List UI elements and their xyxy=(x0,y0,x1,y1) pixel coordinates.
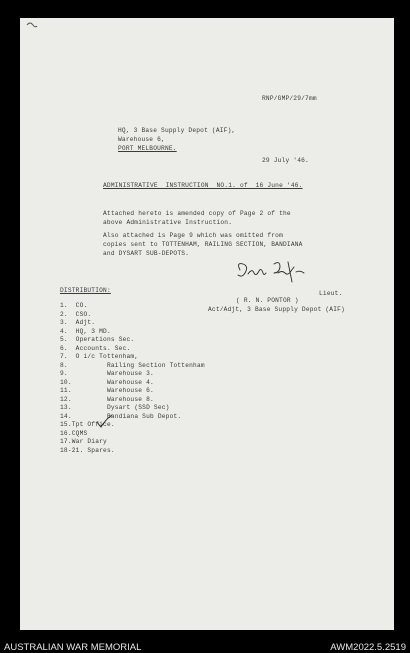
para1-line-2: above Administrative Instruction. xyxy=(103,219,233,226)
distribution-item: 2. CSO. xyxy=(60,310,92,318)
hole-mark-icon xyxy=(24,20,38,30)
distribution-item: 18-21. Spares. xyxy=(60,446,115,454)
distribution-heading: DISTRIBUTION: xyxy=(60,287,111,294)
para2-line-2: copies sent to TOTTENHAM, RAILING SECTION, BANDIANA xyxy=(103,241,303,248)
checkmark-icon xyxy=(95,414,113,428)
address-line-2: Warehouse 6, xyxy=(118,136,165,143)
para1-line-1: Attached hereto is amended copy of Page 2 of the xyxy=(103,210,291,217)
distribution-item: 17.War Diary xyxy=(60,438,107,445)
distribution-item: 15.Tpt Office. xyxy=(60,421,115,428)
distribution-item: 11. Warehouse 6. xyxy=(60,387,154,394)
footer-institution: AUSTRALIAN WAR MEMORIAL xyxy=(4,642,142,653)
subject-line: ADMINISTRATIVE INSTRUCTION NO.1. of 16 June '46. xyxy=(103,182,303,189)
distribution-item: 6. Accounts. Sec. xyxy=(60,344,131,352)
address-line-1: HQ, 3 Base Supply Depot (AIF), xyxy=(118,127,236,134)
distribution-item: 13. Dysart (SSD Sec) xyxy=(60,404,170,411)
distribution-item: 16.CQMS xyxy=(60,429,88,437)
distribution-item: 10. Warehouse 4. xyxy=(60,378,154,386)
distribution-item: 12. Warehouse 8. xyxy=(60,395,154,403)
handwritten-signature xyxy=(218,256,310,288)
distribution-item: 8. Railing Section Tottenham xyxy=(60,361,205,369)
distribution-item: 9. Warehouse 3. xyxy=(60,370,154,377)
distribution-item: 14. Bandiana Sub Depot. xyxy=(60,412,182,420)
distribution-item: 1. CO. xyxy=(60,302,88,309)
signature-title: Act/Adjt, 3 Base Supply Depot (AIF) xyxy=(208,306,345,313)
signature-rank: Lieut. xyxy=(319,290,343,297)
reference-number: RNP/GMP/29/7mm xyxy=(262,95,317,102)
distribution-item: 5. Operations Sec. xyxy=(60,336,135,343)
distribution-item: 3. Adjt. xyxy=(60,319,96,326)
document-date: 29 July '46. xyxy=(262,157,309,164)
distribution-item: 7. O i/c Tottenham, xyxy=(60,353,139,360)
address-line-3: PORT MELBOURNE. xyxy=(118,145,177,152)
distribution-item: 4. HQ, 3 MD. xyxy=(60,327,111,335)
footer-accession-number: AWM2022.5.2519 xyxy=(330,642,406,653)
para2-line-3: and DYSART SUB-DEPOTS. xyxy=(103,250,190,257)
para2-line-1: Also attached is Page 9 which was omitted from xyxy=(103,232,284,239)
signature-name: ( R. N. PONTOR ) xyxy=(236,297,299,304)
